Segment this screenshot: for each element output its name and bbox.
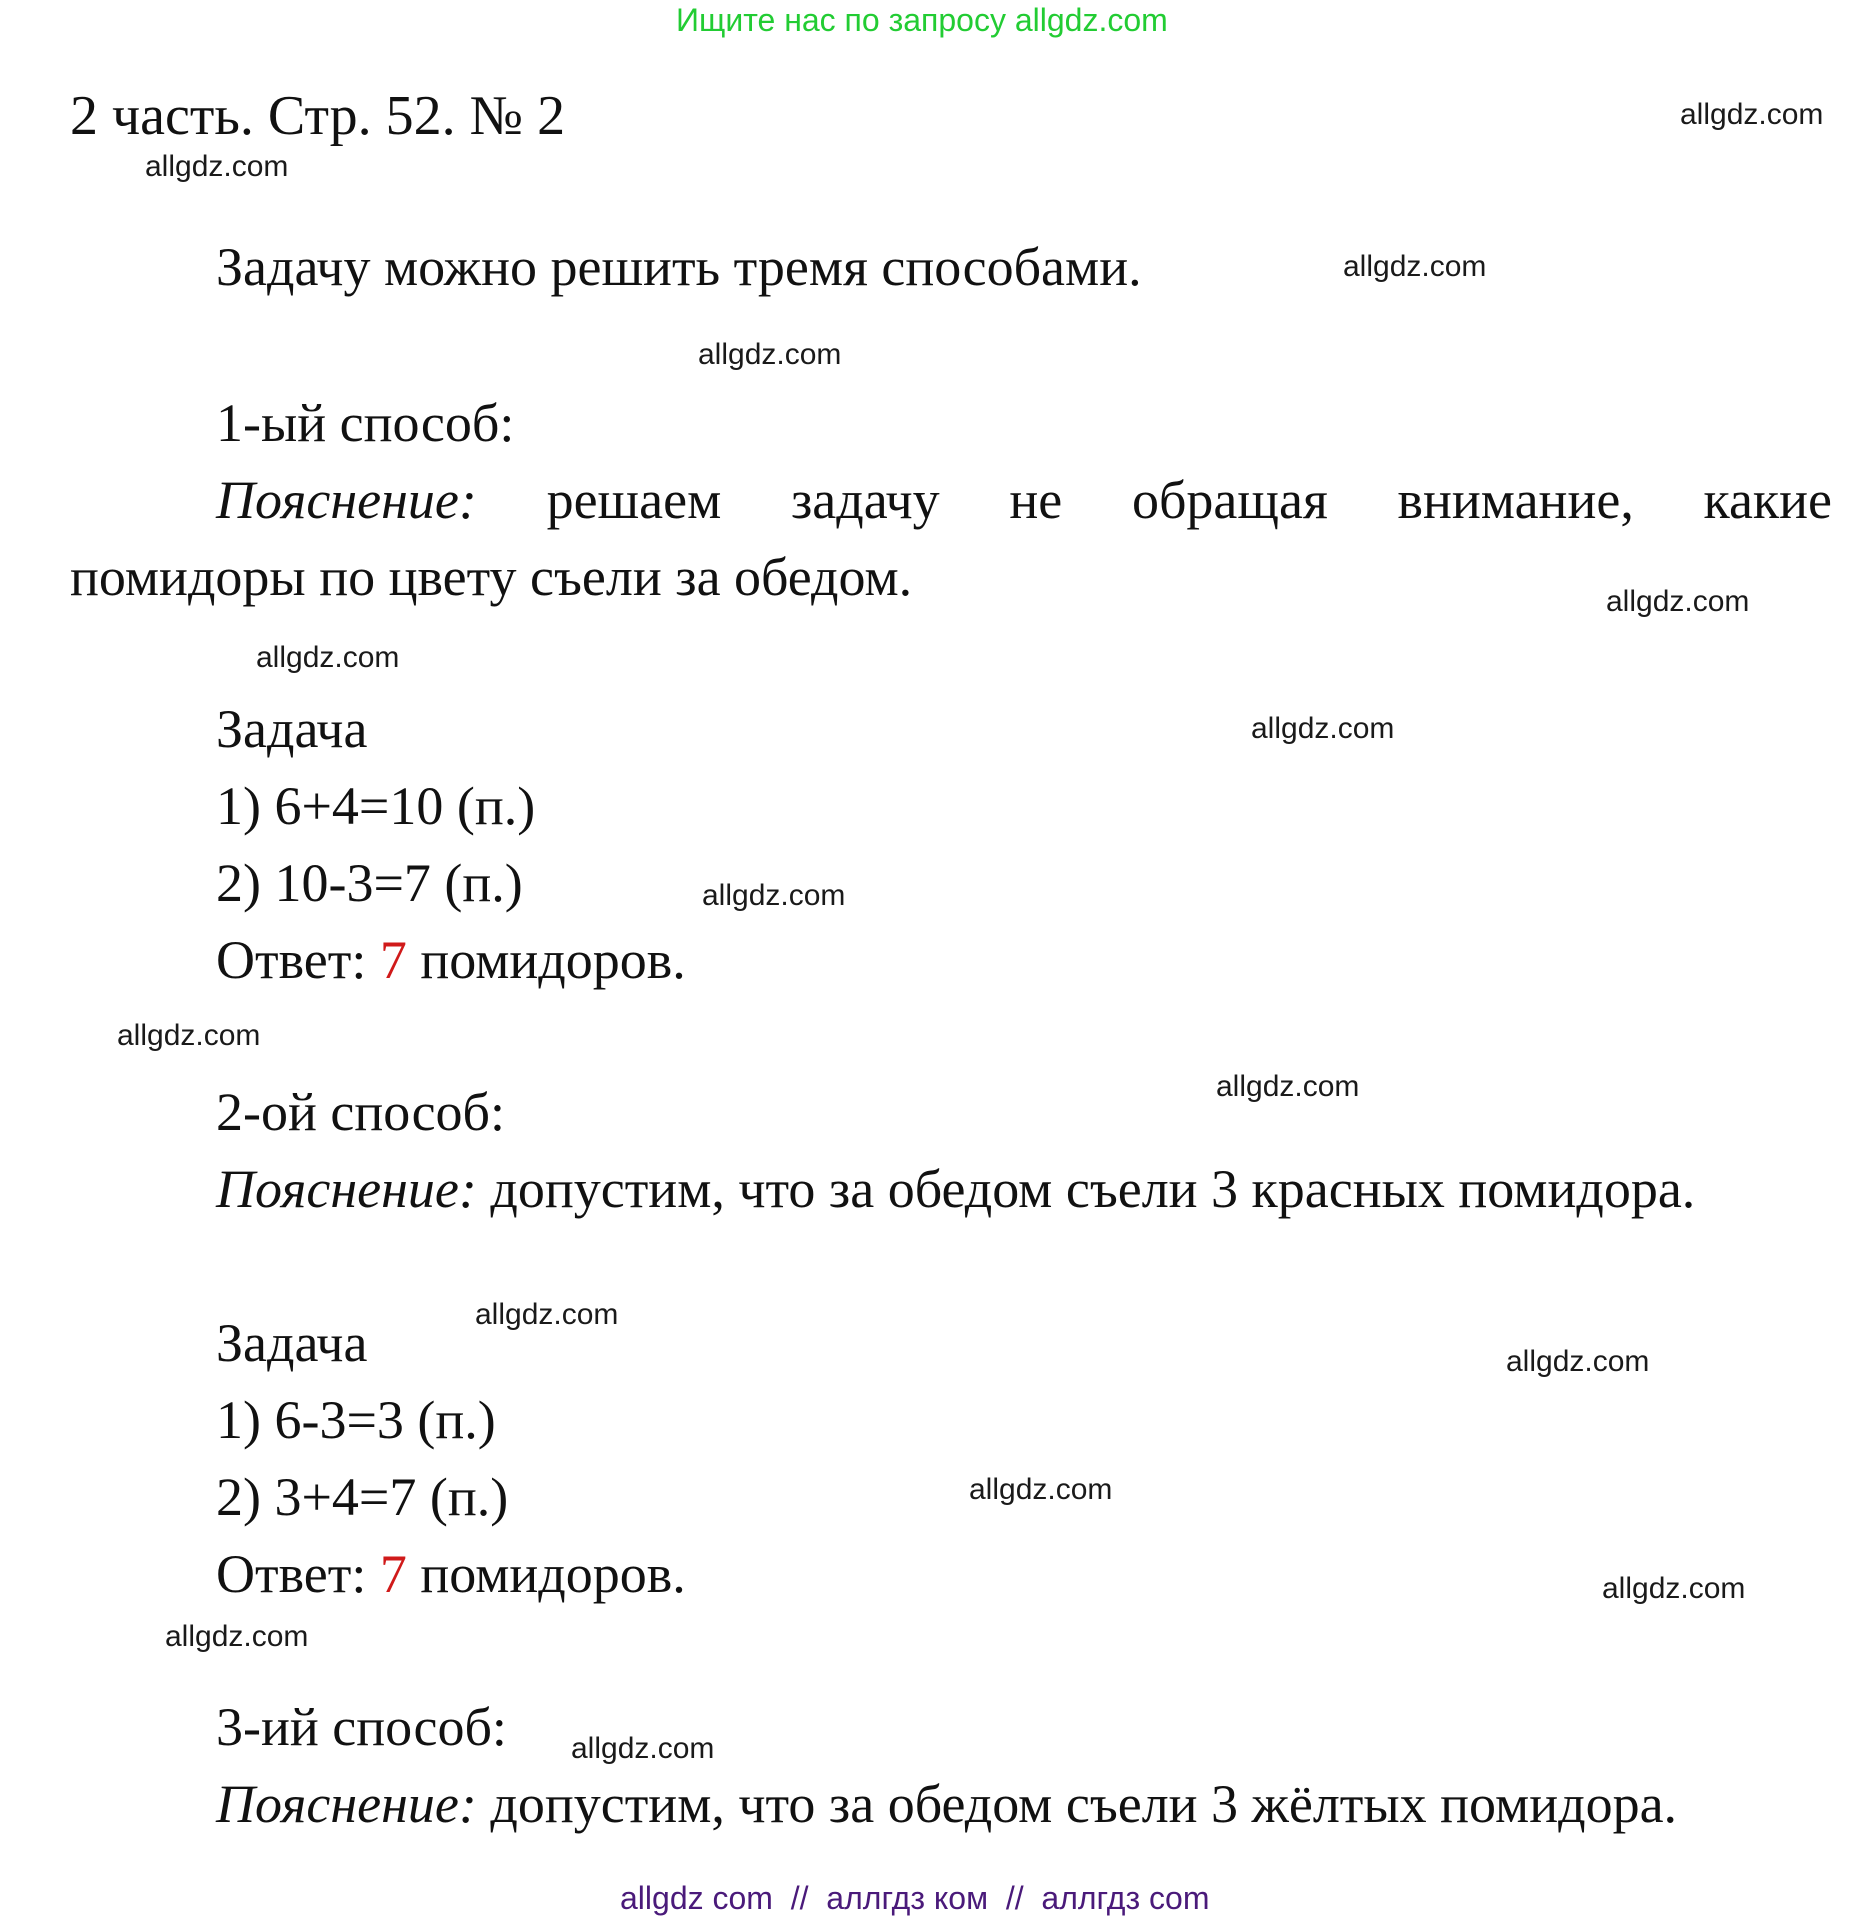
method1-explanation-line2: помидоры по цвету съели за обедом. — [70, 547, 913, 607]
bottom-banner: allgdz com // аллгдз ком // аллгдз com — [620, 1880, 1210, 1916]
answer-value: 7 — [379, 1544, 407, 1604]
method1-task-label: Задача — [216, 699, 368, 759]
watermark: allgdz.com — [1602, 1572, 1746, 1605]
method1-step2: 2) 10-3=7 (п.) — [216, 853, 523, 913]
method1-explanation-line1: Пояснение: решаем задачу не обращая внимание, какие — [216, 470, 1833, 530]
top-banner: Ищите нас по запросу allgdz.com — [676, 2, 1168, 38]
watermark: allgdz.com — [256, 641, 400, 674]
method2-heading: 2-ой способ: — [216, 1082, 506, 1142]
page-title: 2 часть. Стр. 52. № 2 — [70, 85, 566, 147]
watermark: allgdz.com — [1216, 1070, 1360, 1103]
watermark: allgdz.com — [571, 1732, 715, 1765]
method3-explanation: Пояснение: допустим, что за обедом съели 3 жёлтых помидора. — [216, 1774, 1678, 1834]
explanation-label: Пояснение: — [216, 1774, 477, 1834]
watermark: allgdz.com — [1251, 712, 1395, 745]
method2-step1: 1) 6-3=3 (п.) — [216, 1390, 496, 1450]
watermark: allgdz.com — [145, 150, 289, 183]
method3-heading: 3-ий способ: — [216, 1697, 507, 1757]
method2-task-label: Задача — [216, 1313, 368, 1373]
watermark: allgdz.com — [702, 879, 846, 912]
method1-answer: Ответ: 7 помидоров. — [216, 930, 686, 990]
watermark: allgdz.com — [165, 1620, 309, 1653]
watermark: allgdz.com — [1343, 250, 1487, 283]
watermark: allgdz.com — [698, 338, 842, 371]
watermark: allgdz.com — [969, 1473, 1113, 1506]
explanation-label: Пояснение: — [216, 1159, 477, 1219]
method1-step1: 1) 6+4=10 (п.) — [216, 776, 536, 836]
watermark: allgdz.com — [1606, 585, 1750, 618]
watermark: allgdz.com — [1680, 98, 1824, 131]
watermark: allgdz.com — [1506, 1345, 1650, 1378]
watermark: allgdz.com — [475, 1298, 619, 1331]
method2-answer: Ответ: 7 помидоров. — [216, 1544, 686, 1604]
method2-step2: 2) 3+4=7 (п.) — [216, 1467, 509, 1527]
method2-explanation: Пояснение: допустим, что за обедом съели 3 красных помидора. — [216, 1159, 1696, 1219]
method1-heading: 1-ый способ: — [216, 393, 515, 453]
explanation-label: Пояснение: — [216, 470, 477, 530]
answer-value: 7 — [379, 930, 407, 990]
watermark: allgdz.com — [117, 1019, 261, 1052]
intro-text: Задачу можно решить тремя способами. — [216, 237, 1142, 297]
